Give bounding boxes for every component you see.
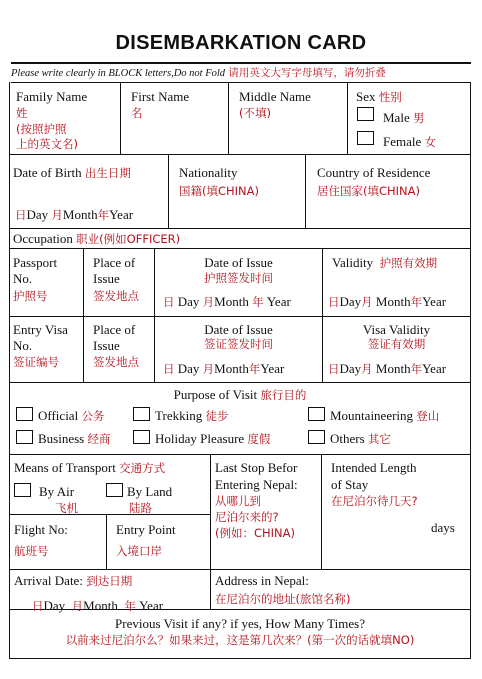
dob-cn: 出生日期 xyxy=(84,166,131,180)
mountaineering-checkbox[interactable] xyxy=(308,407,325,421)
female-checkbox[interactable] xyxy=(357,131,374,145)
mountaineering-label: Mountaineering 登山 xyxy=(330,408,440,423)
middle-name-cn: (不填) xyxy=(239,106,271,120)
arrival-date-en: Arrival Date: xyxy=(14,573,83,588)
dob-format: 日Day 月Month年Year xyxy=(15,207,134,222)
dob-en: Date of Birth xyxy=(13,165,82,180)
fill-instructions xyxy=(11,62,471,83)
visa-validity-label: Visa Validity xyxy=(362,322,431,337)
visa-place-cn: 签发地点 xyxy=(93,355,139,369)
last-stop-label-1: Last Stop Befor xyxy=(215,460,298,475)
male-cn: 男 xyxy=(412,111,425,125)
arrival-date-label xyxy=(14,573,132,589)
family-name-cn: 姓 xyxy=(16,106,28,120)
trekking-label: Trekking 徒步 xyxy=(155,408,229,423)
family-name-label: Family Name xyxy=(16,89,88,104)
address-label: Address in Nepal: xyxy=(215,573,309,588)
passport-place-cn: 签发地点 xyxy=(93,289,139,303)
entry-point-cn: 入境口岸 xyxy=(116,544,162,558)
previous-visit-label: Previous Visit if any? if yes, How Many Times? xyxy=(115,616,365,631)
passport-place-label-1: Place of xyxy=(93,255,136,270)
validity-en: Validity xyxy=(332,255,374,270)
length-of-stay-label-2: of Stay xyxy=(331,477,369,492)
arrival-date-format: 日Day 月Month 年 Year xyxy=(32,598,164,613)
days-unit: days xyxy=(431,520,455,535)
official-label: Official 公务 xyxy=(38,408,105,423)
transport-label xyxy=(14,460,165,476)
visa-validity-date-format: 日Day月 Month年Year xyxy=(328,361,447,376)
passport-no-label-2: No. xyxy=(13,271,33,286)
holiday-label: Holiday Pleasure 度假 xyxy=(155,431,271,446)
last-stop-cn-3: (例如：CHINA) xyxy=(215,526,296,540)
validity-cn: 护照有效期 xyxy=(379,256,438,270)
sex-en: Sex xyxy=(356,89,376,104)
passport-place-label-2: Issue xyxy=(93,271,120,286)
occupation-label xyxy=(13,231,180,247)
last-stop-cn-1: 从哪儿到 xyxy=(215,494,261,508)
female-en: Female xyxy=(383,134,422,149)
holiday-checkbox[interactable] xyxy=(133,430,150,444)
middle-name-label: Middle Name xyxy=(239,89,311,104)
card-title: DISEMBARKATION CARD xyxy=(115,32,367,54)
flight-no-cn: 航班号 xyxy=(14,544,49,558)
entry-visa-label-1: Entry Visa xyxy=(13,322,68,337)
by-land-cn: 陆路 xyxy=(129,501,152,515)
male-label xyxy=(383,110,424,126)
business-checkbox[interactable] xyxy=(16,430,33,444)
last-stop-label-2: Entering Nepal: xyxy=(215,477,298,492)
male-checkbox[interactable] xyxy=(357,107,374,121)
visa-issue-date-label: Date of Issue xyxy=(204,322,273,337)
trekking-checkbox[interactable] xyxy=(133,407,150,421)
flight-no-label: Flight No: xyxy=(14,522,68,537)
by-land-checkbox[interactable] xyxy=(106,483,123,497)
passport-no-cn: 护照号 xyxy=(13,289,48,303)
business-label: Business 经商 xyxy=(38,431,111,446)
residence-cn: 居住国家(填CHINA) xyxy=(317,184,421,198)
male-en: Male xyxy=(383,110,410,125)
passport-issue-date-cn: 护照签发时间 xyxy=(204,271,273,285)
female-cn: 女 xyxy=(424,135,437,149)
female-label xyxy=(383,134,436,150)
sex-label xyxy=(356,89,402,105)
family-name-note-1: (按照护照 xyxy=(16,122,67,136)
residence-label: Country of Residence xyxy=(317,165,431,180)
entry-point-label: Entry Point xyxy=(116,522,176,537)
length-of-stay-label-1: Intended Length xyxy=(331,460,417,475)
visa-validity-cn: 签证有效期 xyxy=(367,337,426,351)
by-land-label: By Land xyxy=(127,484,173,499)
passport-issue-date-format: 日 Day 月Month 年 Year xyxy=(163,294,291,309)
purpose-label xyxy=(10,387,470,403)
transport-en: Means of Transport xyxy=(14,460,116,475)
official-checkbox[interactable] xyxy=(16,407,33,421)
transport-cn: 交通方式 xyxy=(119,461,166,475)
occupation-cn: 职业(例如OFFICER) xyxy=(76,232,181,246)
entry-visa-cn: 签证编号 xyxy=(13,355,59,369)
address-cn: 在尼泊尔的地址(旅馆名称) xyxy=(215,592,351,606)
visa-issue-date-cn: 签证签发时间 xyxy=(204,337,273,351)
first-name-cn: 名 xyxy=(131,106,143,120)
family-name-note-2: 上的英文名) xyxy=(16,137,78,151)
arrival-date-cn: 到达日期 xyxy=(86,574,133,588)
purpose-cn: 旅行目的 xyxy=(260,388,307,402)
by-air-label: By Air xyxy=(39,484,75,499)
purpose-en: Purpose of Visit xyxy=(173,387,258,402)
validity-label xyxy=(332,255,437,271)
nationality-label: Nationality xyxy=(179,165,238,180)
visa-place-label-1: Place of xyxy=(93,322,136,337)
form-grid xyxy=(9,82,471,659)
nationality-cn: 国籍(填CHINA) xyxy=(179,184,260,198)
sex-cn: 性别 xyxy=(378,90,402,104)
previous-visit-cn: 以前来过尼泊尔么？如果来过，这是第几次来？(第一次的话就填NO) xyxy=(65,633,415,647)
entry-visa-label-2: No. xyxy=(13,338,33,353)
passport-issue-date-label: Date of Issue xyxy=(204,255,273,270)
instructions-en: Please write clearly in BLOCK letters,Do not Fold xyxy=(11,68,226,79)
occupation-en: Occupation xyxy=(13,231,73,246)
others-checkbox[interactable] xyxy=(308,430,325,444)
first-name-label: First Name xyxy=(131,89,190,104)
last-stop-cn-2: 尼泊尔来的? xyxy=(215,510,279,524)
instructions-cn: 请用英文大写字母填写，请勿折叠 xyxy=(225,67,386,79)
by-air-checkbox[interactable] xyxy=(14,483,31,497)
passport-no-label-1: Passport xyxy=(13,255,58,270)
others-label: Others 其它 xyxy=(330,431,391,446)
length-of-stay-cn: 在尼泊尔待几天? xyxy=(331,494,418,508)
visa-issue-date-format: 日 Day 月Month年Year xyxy=(163,361,285,376)
visa-place-label-2: Issue xyxy=(93,338,120,353)
dob-label xyxy=(13,165,131,181)
validity-date-format: 日Day月 Month年Year xyxy=(328,294,447,309)
by-air-cn: 飞机 xyxy=(55,501,78,515)
